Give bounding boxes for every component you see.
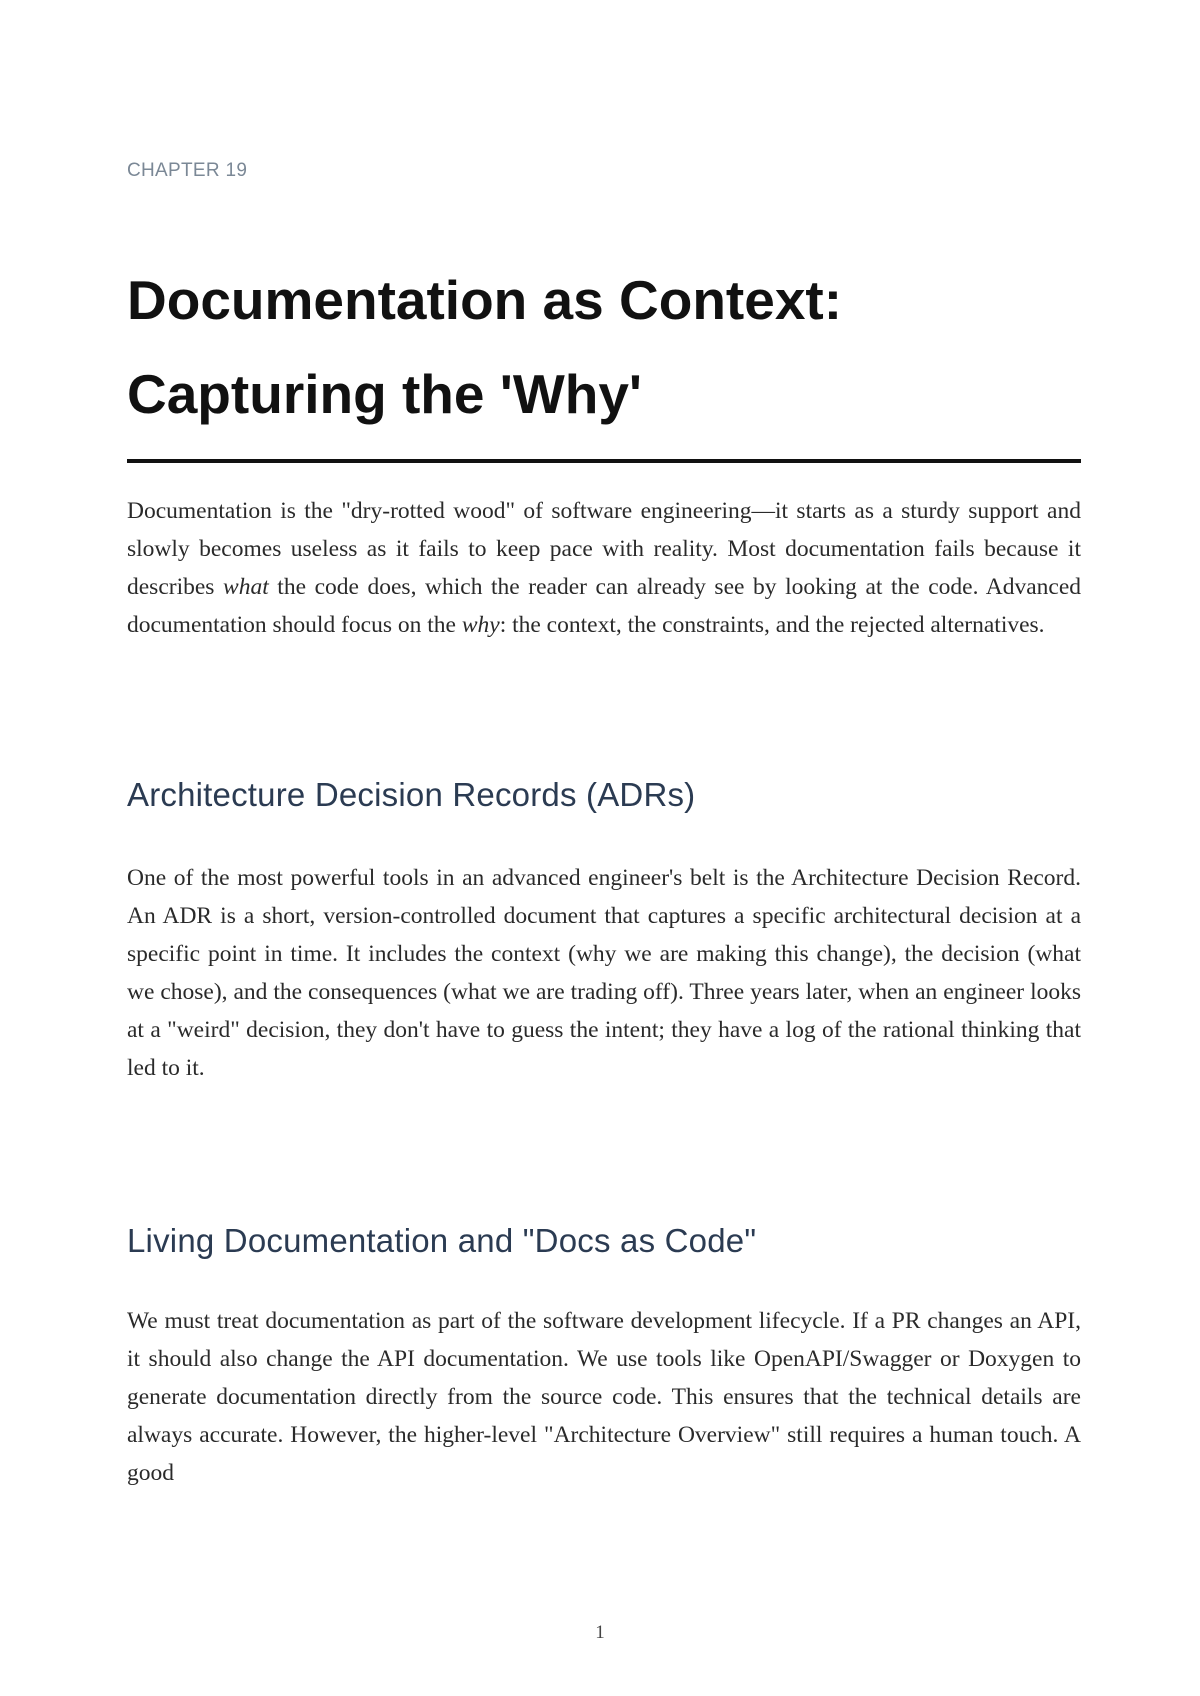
section-paragraph-adr: One of the most powerful tools in an advanced engineer's belt is the Architecture Decision Record. An ADR is a short, version-controlled document that captures a specific architectural decision at a specific point in time. It includes the context (why we are making this change), the decision (what we chose), and the consequences (what we are trading off). Three years later, when an engineer looks at a "weird" decision, they don't have to guess the intent; they have a log of the rational thinking that led to it. [127,865,1081,1081]
section-heading-adr: Architecture Decision Records (ADRs) [127,776,696,813]
intro-emphasis-what: what [223,574,269,600]
intro-text-part-2: the code does, which the reader can already see by looking at the code. Advanced documentation should focus on the [127,574,1082,638]
page-title: Documentation as Context: Capturing the 'Why' [127,269,843,425]
intro-emphasis-why: why [461,612,500,638]
intro-paragraph [127,492,1081,644]
intro-text-part-1: Documentation is the "dry-rotted wood" of software engineering—it starts as a sturdy support and slowly becomes useless as it fails to keep pace with reality. Most documentation fails because it describes [127,498,1081,600]
page-number: 1 [595,1622,605,1643]
section-paragraph-living-docs: We must treat documentation as part of the software development lifecycle. If a PR changes an API, it should also change the API documentation. We use tools like OpenAPI/Swagger or Doxygen to generate documentation directly from the source code. This ensures that the technical details are always accurate. However, the higher-level "Architecture Overview" still requires a human touch. A good [127,1308,1081,1486]
title-divider [127,459,1081,463]
intro-text-part-3: : the context, the constraints, and the rejected alternatives. [499,612,1045,638]
chapter-label: CHAPTER 19 [127,160,248,181]
section-heading-living-docs: Living Documentation and "Docs as Code" [127,1222,757,1259]
